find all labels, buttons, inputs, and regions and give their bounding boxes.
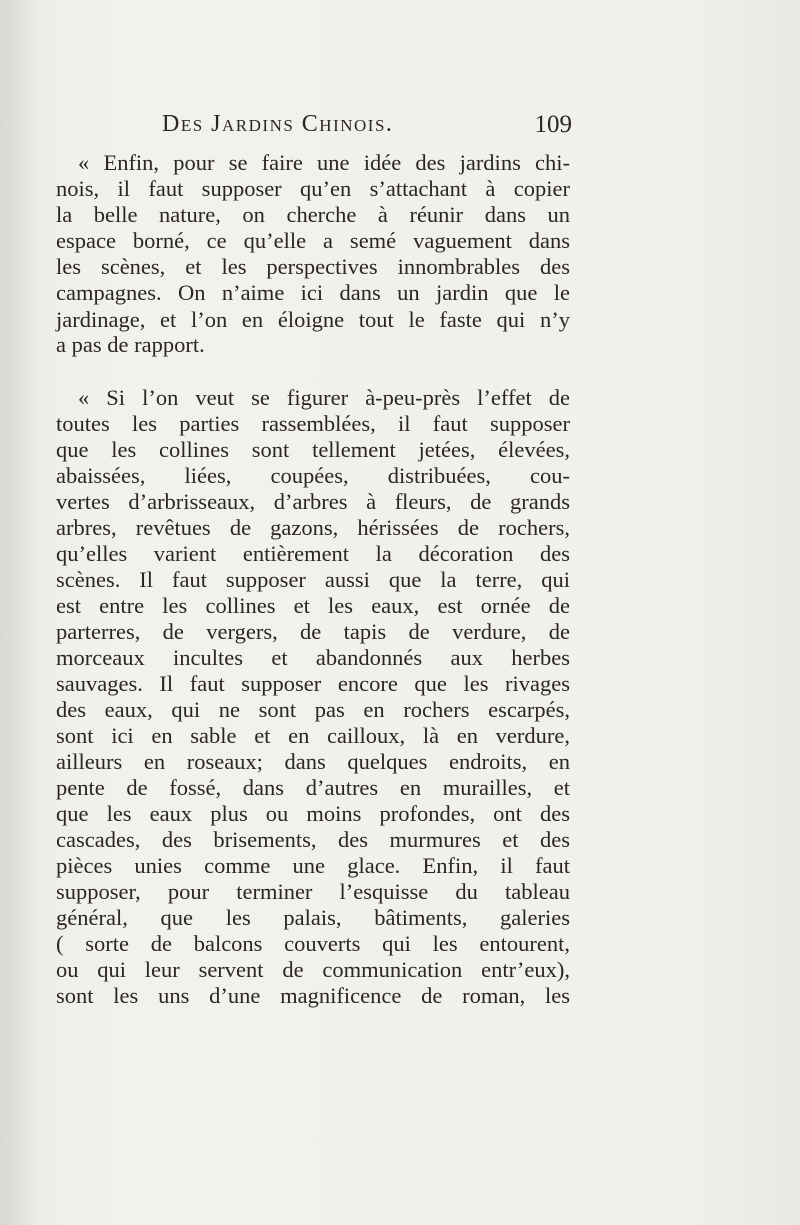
gutter-shadow [0,0,40,1225]
text-line: sont ici en sable et en cailloux, là en verdure, [56,723,570,748]
text-line: sont les uns d’une magnificence de roman, les [56,983,570,1008]
text-line: campagnes. On n’aime ici dans un jardin que le [56,280,570,305]
text-line: jardinage, et l’on en éloigne tout le faste qui n’y [56,307,570,332]
text-line: général, que les palais, bâtiments, galeries [56,905,570,930]
text-line: ( sorte de balcons couverts qui les entourent, [56,931,570,956]
text-line: espace borné, ce qu’elle a semé vaguement dans [56,228,570,253]
text-line: que les eaux plus ou moins profondes, ont des [56,801,570,826]
text-line: sauvages. Il faut supposer encore que les rivages [56,671,570,696]
text-line: supposer, pour terminer l’esquisse du tableau [56,879,570,904]
text-line: est entre les collines et les eaux, est ornée de [56,593,570,618]
text-line: pente de fossé, dans d’autres en murailles, et [56,775,570,800]
text-line: qu’elles varient entièrement la décoration des [56,541,570,566]
text-line: nois, il faut supposer qu’en s’attachant à copier [56,176,570,201]
text-line: « Enfin, pour se faire une idée des jardins chi- [78,150,570,175]
page-header [162,111,572,145]
text-line: toutes les parties rassemblées, il faut supposer [56,411,570,436]
text-line: vertes d’arbrisseaux, d’arbres à fleurs, de grands [56,489,570,514]
text-line: arbres, revêtues de gazons, hérissées de rochers, [56,515,570,540]
text-line: ou qui leur servent de communication entr’eux), [56,957,570,982]
text-line: la belle nature, on cherche à réunir dans un [56,202,570,227]
text-line: abaissées, liées, coupées, distribuées, cou- [56,463,570,488]
text-line: ailleurs en roseaux; dans quelques endroits, en [56,749,570,774]
page-number: 109 [534,111,572,138]
text-line: a pas de rapport. [56,332,205,357]
text-line: les scènes, et les perspectives innombrables des [56,254,570,279]
text-line: scènes. Il faut supposer aussi que la terre, qui [56,567,570,592]
text-line: morceaux incultes et abandonnés aux herbes [56,645,570,670]
text-line: des eaux, qui ne sont pas en rochers escarpés, [56,697,570,722]
running-title: Des Jardins Chinois. [162,111,394,137]
text-line: pièces unies comme une glace. Enfin, il faut [56,853,570,878]
text-line: parterres, de vergers, de tapis de verdure, de [56,619,570,644]
text-line: « Si l’on veut se figurer à-peu-près l’effet de [78,385,570,410]
text-line: cascades, des brisements, des murmures et des [56,827,570,852]
text-line: que les collines sont tellement jetées, élevées, [56,437,570,462]
